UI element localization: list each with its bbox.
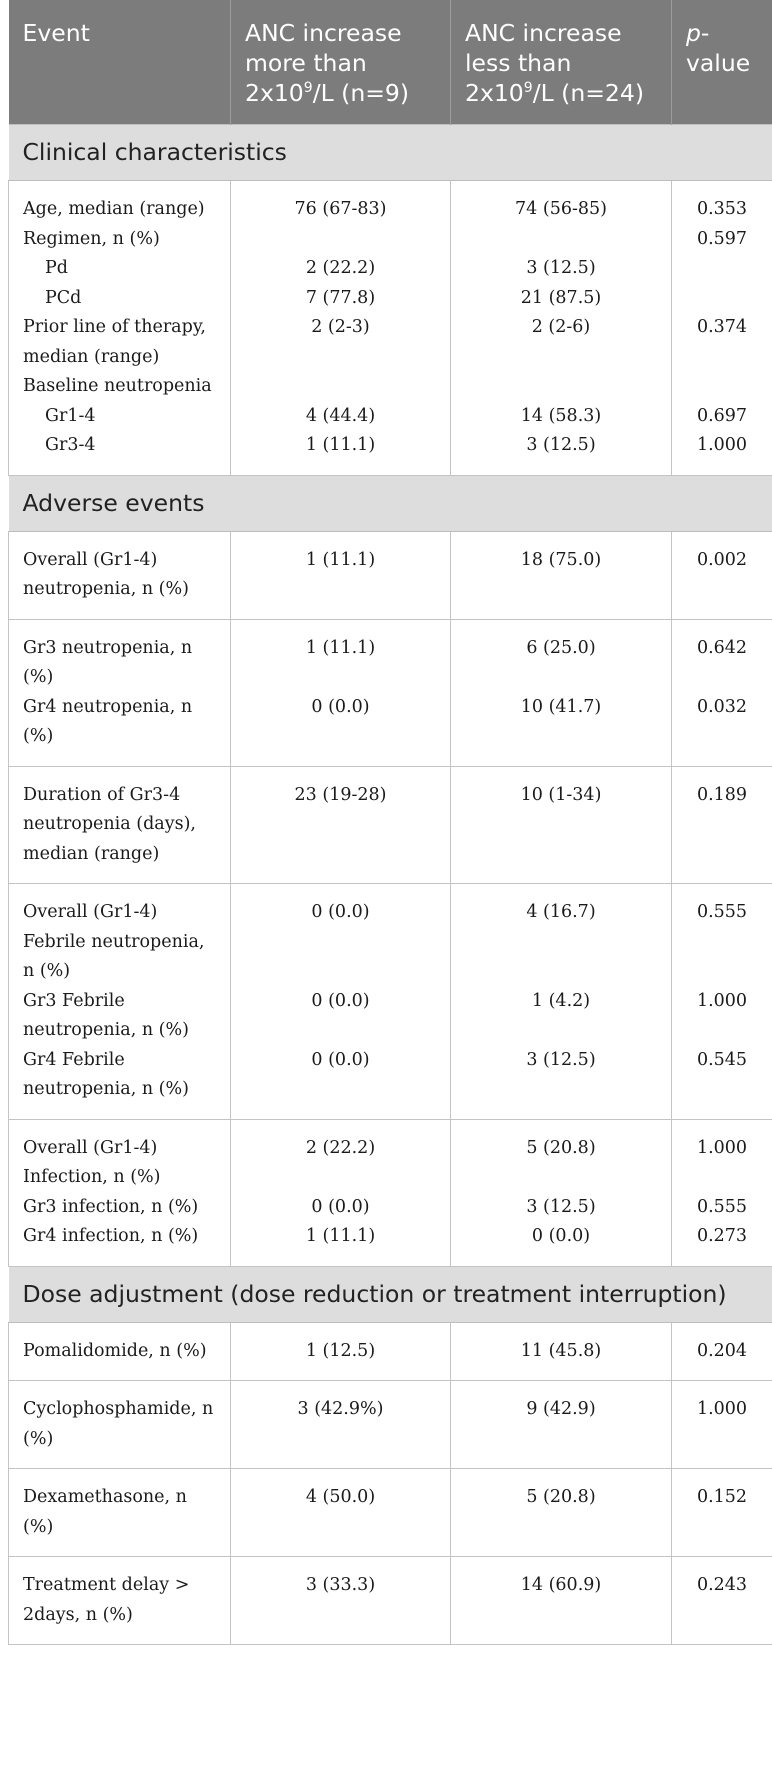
value-p: 0.152 (672, 1469, 772, 1557)
row-label: Prior line of therapy, median (range) (9, 313, 231, 372)
table-row (9, 1381, 772, 1469)
value-anc-less: 9 (42.9) (451, 1381, 672, 1469)
value-anc-less: 5 (20.8) (451, 1119, 672, 1193)
value-anc-less (451, 225, 672, 255)
row-label: Treatment delay > 2days, n (%) (9, 1557, 231, 1645)
value-p: 0.697 (672, 402, 772, 432)
value-anc-more: 1 (12.5) (231, 1322, 451, 1381)
value-anc-less: 14 (58.3) (451, 402, 672, 432)
value-anc-more: 2 (22.2) (231, 254, 451, 284)
section-title-dose: Dose adjustment (dose reduction or treatment interruption) (9, 1266, 772, 1322)
table-row (9, 1046, 772, 1120)
header-anc-less: ANC increase less than $2x10^9/L$ (n=24) (451, 0, 672, 125)
table-row (9, 884, 772, 987)
value-p: 0.032 (672, 693, 772, 767)
value-anc-less: 14 (60.9) (451, 1557, 672, 1645)
section-title-clinical: Clinical characteristics (9, 125, 772, 181)
results-table-container (8, 0, 772, 1645)
value-anc-more (231, 225, 451, 255)
row-label: Gr3 neutropenia, n (%) (9, 619, 231, 693)
table-row (9, 1119, 772, 1193)
table-row (9, 313, 772, 372)
row-label: Dexamethasone, n (%) (9, 1469, 231, 1557)
value-anc-more: 0 (0.0) (231, 693, 451, 767)
value-anc-less: 3 (12.5) (451, 1193, 672, 1223)
row-label: Overall (Gr1-4) neutropenia, n (%) (9, 531, 231, 619)
group-infection (9, 1119, 772, 1266)
value-anc-less: 4 (16.7) (451, 884, 672, 987)
value-anc-less: 3 (12.5) (451, 431, 672, 475)
group-neutropenia-overall (9, 531, 772, 619)
value-anc-more: 1 (11.1) (231, 431, 451, 475)
value-anc-more: 1 (11.1) (231, 619, 451, 693)
value-p (672, 254, 772, 284)
row-label: Gr3 Febrile neutropenia, n (%) (9, 987, 231, 1046)
value-anc-less: 5 (20.8) (451, 1469, 672, 1557)
group-neutropenia-grades (9, 619, 772, 766)
value-anc-more: 76 (67-83) (231, 181, 451, 225)
value-p: 1.000 (672, 1381, 772, 1469)
section-header-row (9, 125, 772, 181)
group-pomalidomide (9, 1322, 772, 1381)
row-label: Duration of Gr3-4 neutropenia (days), median (range) (9, 766, 231, 884)
table-row (9, 766, 772, 884)
value-anc-less: 6 (25.0) (451, 619, 672, 693)
table-header (9, 0, 772, 125)
row-label: Gr3-4 (9, 431, 231, 475)
value-p: 0.353 (672, 181, 772, 225)
value-p: 0.374 (672, 313, 772, 372)
table-row (9, 1222, 772, 1266)
header-event: Event (9, 0, 231, 125)
table-row (9, 1557, 772, 1645)
table-row (9, 1193, 772, 1223)
value-anc-less: 2 (2-6) (451, 313, 672, 372)
group-dexamethasone (9, 1469, 772, 1557)
value-p (672, 284, 772, 314)
section-dose (9, 1266, 772, 1322)
value-p: 1.000 (672, 431, 772, 475)
value-p: 0.545 (672, 1046, 772, 1120)
section-clinical (9, 125, 772, 181)
value-anc-less (451, 372, 672, 402)
header-anc-more: ANC increase more than $2x10^9/L$ (n=9) (231, 0, 451, 125)
table-row (9, 284, 772, 314)
section-adverse (9, 475, 772, 531)
value-anc-less: 74 (56-85) (451, 181, 672, 225)
value-anc-more: 3 (33.3) (231, 1557, 451, 1645)
row-label: Age, median (range) (9, 181, 231, 225)
value-anc-more: 0 (0.0) (231, 1046, 451, 1120)
value-p (672, 372, 772, 402)
value-p: 0.642 (672, 619, 772, 693)
table-row (9, 254, 772, 284)
table-row (9, 431, 772, 475)
value-anc-more: 0 (0.0) (231, 1193, 451, 1223)
value-anc-more: 4 (50.0) (231, 1469, 451, 1557)
value-p: 0.597 (672, 225, 772, 255)
row-label: Gr4 neutropenia, n (%) (9, 693, 231, 767)
row-label: Regimen, n (%) (9, 225, 231, 255)
group-febrile (9, 884, 772, 1120)
value-anc-more: 4 (44.4) (231, 402, 451, 432)
value-p: 0.555 (672, 1193, 772, 1223)
value-anc-more: 0 (0.0) (231, 884, 451, 987)
value-anc-less: 0 (0.0) (451, 1222, 672, 1266)
table-row (9, 181, 772, 225)
row-label: Gr4 Febrile neutropenia, n (%) (9, 1046, 231, 1120)
table-row (9, 402, 772, 432)
value-p: 0.243 (672, 1557, 772, 1645)
value-anc-less: 3 (12.5) (451, 254, 672, 284)
value-anc-less: 21 (87.5) (451, 284, 672, 314)
section-title-adverse: Adverse events (9, 475, 772, 531)
value-anc-more: 2 (2-3) (231, 313, 451, 372)
table-row (9, 619, 772, 693)
value-anc-less: 11 (45.8) (451, 1322, 672, 1381)
row-label: Overall (Gr1-4) Infection, n (%) (9, 1119, 231, 1193)
header-row (9, 0, 772, 125)
section-header-row (9, 1266, 772, 1322)
row-label: Overall (Gr1-4) Febrile neutropenia, n (%) (9, 884, 231, 987)
table-row (9, 1469, 772, 1557)
table-row (9, 987, 772, 1046)
table-row (9, 1322, 772, 1381)
row-label: Gr3 infection, n (%) (9, 1193, 231, 1223)
value-p: 0.204 (672, 1322, 772, 1381)
group-treatment-delay (9, 1557, 772, 1645)
value-p: 0.273 (672, 1222, 772, 1266)
row-label: Cyclophosphamide, n (%) (9, 1381, 231, 1469)
value-anc-more: 2 (22.2) (231, 1119, 451, 1193)
value-anc-less: 18 (75.0) (451, 531, 672, 619)
row-label: Pomalidomide, n (%) (9, 1322, 231, 1381)
value-anc-less: 10 (1-34) (451, 766, 672, 884)
anc-outcomes-table (8, 0, 772, 1645)
value-anc-less: 1 (4.2) (451, 987, 672, 1046)
value-anc-more: 1 (11.1) (231, 1222, 451, 1266)
value-anc-more: 3 (42.9%) (231, 1381, 451, 1469)
table-row (9, 372, 772, 402)
group-cyclophosphamide (9, 1381, 772, 1469)
table-row (9, 225, 772, 255)
row-label: Baseline neutropenia (9, 372, 231, 402)
group-duration (9, 766, 772, 884)
value-p: 1.000 (672, 987, 772, 1046)
value-anc-more: 0 (0.0) (231, 987, 451, 1046)
group-clinical (9, 181, 772, 476)
row-label: PCd (9, 284, 231, 314)
value-anc-more: 7 (77.8) (231, 284, 451, 314)
value-anc-less: 3 (12.5) (451, 1046, 672, 1120)
table-row (9, 531, 772, 619)
value-anc-more: 23 (19-28) (231, 766, 451, 884)
value-p: 0.002 (672, 531, 772, 619)
value-anc-more: 1 (11.1) (231, 531, 451, 619)
row-label: Gr1-4 (9, 402, 231, 432)
value-p: 0.555 (672, 884, 772, 987)
row-label: Gr4 infection, n (%) (9, 1222, 231, 1266)
table-row (9, 693, 772, 767)
row-label: Pd (9, 254, 231, 284)
value-anc-less: 10 (41.7) (451, 693, 672, 767)
header-p-value: p-value (672, 0, 772, 125)
value-anc-more (231, 372, 451, 402)
section-header-row (9, 475, 772, 531)
value-p: 0.189 (672, 766, 772, 884)
value-p: 1.000 (672, 1119, 772, 1193)
